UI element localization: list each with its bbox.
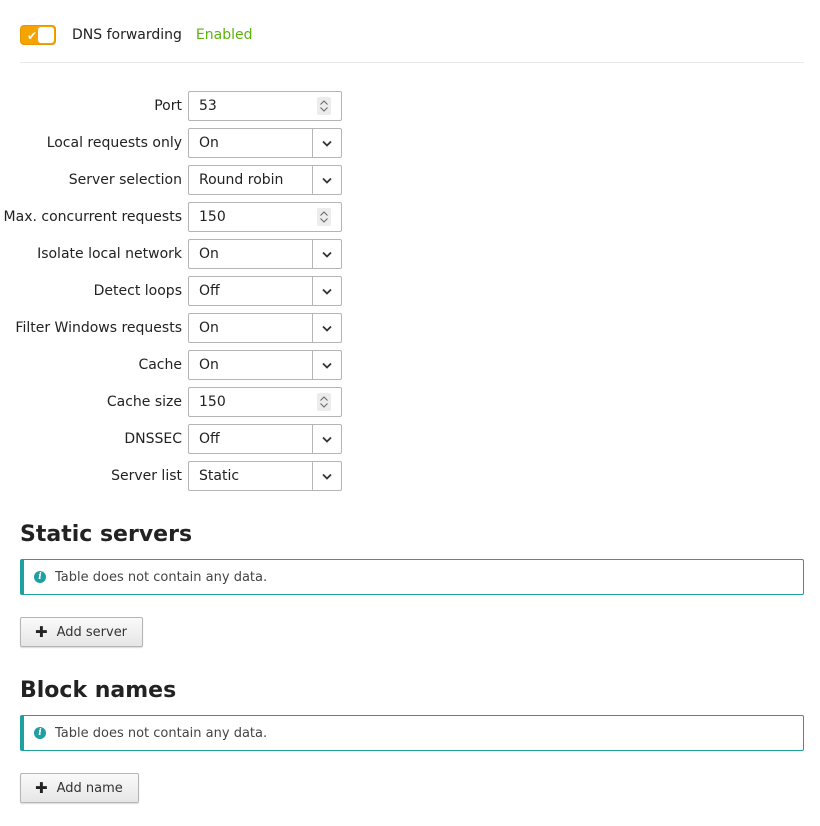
cache-select[interactable] — [188, 350, 342, 380]
field-row-port — [20, 91, 420, 121]
cache-size-label: Cache size — [106, 394, 182, 410]
server-selection-label: Server selection — [68, 172, 182, 188]
server-list-label: Server list — [111, 468, 182, 484]
field-row-server-list — [20, 461, 420, 491]
field-row-detect-loops — [20, 276, 420, 306]
detect-loops-label: Detect loops — [93, 283, 182, 299]
field-row-max-concurrent-requests — [3, 202, 420, 232]
plus-icon: ✚ — [35, 623, 48, 641]
local-requests-only-value: On — [199, 135, 219, 151]
spinner-icon[interactable] — [317, 393, 331, 411]
local-requests-only-select[interactable] — [188, 128, 342, 158]
page-title: DNS forwarding — [72, 27, 182, 43]
dnssec-value: Off — [199, 431, 220, 447]
detect-loops-select[interactable] — [188, 276, 342, 306]
add-name-label: Add name — [56, 780, 123, 796]
spinner-icon[interactable] — [317, 208, 331, 226]
port-input[interactable] — [188, 91, 342, 121]
block-names-empty-notice — [20, 715, 804, 751]
field-row-cache — [20, 350, 420, 380]
chevron-down-icon — [312, 240, 341, 268]
field-row-dnssec — [20, 424, 420, 454]
status-badge: Enabled — [195, 27, 253, 43]
chevron-down-icon — [312, 166, 341, 194]
empty-table-message: Table does not contain any data. — [55, 569, 268, 585]
dns-forwarding-header — [20, 22, 253, 48]
detect-loops-value: Off — [199, 283, 220, 299]
server-selection-value: Round robin — [199, 172, 284, 188]
chevron-down-icon — [312, 277, 341, 305]
dns-forwarding-toggle[interactable] — [20, 25, 56, 45]
chevron-down-icon — [312, 351, 341, 379]
static-servers-empty-notice — [20, 559, 804, 595]
filter-windows-requests-select[interactable] — [188, 313, 342, 343]
filter-windows-requests-label: Filter Windows requests — [15, 320, 182, 336]
chevron-down-icon — [312, 425, 341, 453]
isolate-local-network-value: On — [199, 246, 219, 262]
max-concurrent-requests-label: Max. concurrent requests — [3, 209, 182, 225]
check-icon: ✔ — [27, 29, 38, 43]
toggle-knob — [38, 27, 54, 43]
static-servers-heading: Static servers — [20, 522, 193, 547]
isolate-local-network-label: Isolate local network — [37, 246, 182, 262]
settings-form — [3, 91, 420, 498]
field-row-cache-size — [20, 387, 420, 417]
dnssec-label: DNSSEC — [124, 431, 182, 447]
cache-size-value: 150 — [199, 394, 226, 410]
local-requests-only-label: Local requests only — [46, 135, 182, 151]
info-icon: i — [34, 571, 46, 583]
cache-value: On — [199, 357, 219, 373]
cache-label: Cache — [138, 357, 182, 373]
add-name-button[interactable] — [20, 773, 139, 803]
isolate-local-network-select[interactable] — [188, 239, 342, 269]
server-list-value: Static — [199, 468, 240, 484]
chevron-down-icon — [312, 314, 341, 342]
cache-size-input[interactable] — [188, 387, 342, 417]
port-value: 53 — [199, 98, 217, 114]
server-list-select[interactable] — [188, 461, 342, 491]
filter-windows-requests-value: On — [199, 320, 219, 336]
field-row-local-requests-only — [20, 128, 420, 158]
block-names-heading: Block names — [20, 678, 177, 703]
max-concurrent-requests-value: 150 — [199, 209, 226, 225]
info-icon: i — [34, 727, 46, 739]
plus-icon: ✚ — [35, 779, 48, 797]
dnssec-select[interactable] — [188, 424, 342, 454]
add-server-button[interactable] — [20, 617, 143, 647]
divider — [20, 62, 804, 63]
spinner-icon[interactable] — [317, 97, 331, 115]
chevron-down-icon — [312, 129, 341, 157]
field-row-filter-windows-requests — [15, 313, 420, 343]
chevron-down-icon — [312, 462, 341, 490]
server-selection-select[interactable] — [188, 165, 342, 195]
field-row-server-selection — [20, 165, 420, 195]
add-server-label: Add server — [56, 624, 128, 640]
field-row-isolate-local-network — [20, 239, 420, 269]
empty-table-message: Table does not contain any data. — [55, 725, 268, 741]
max-concurrent-requests-input[interactable] — [188, 202, 342, 232]
port-label: Port — [154, 98, 182, 114]
